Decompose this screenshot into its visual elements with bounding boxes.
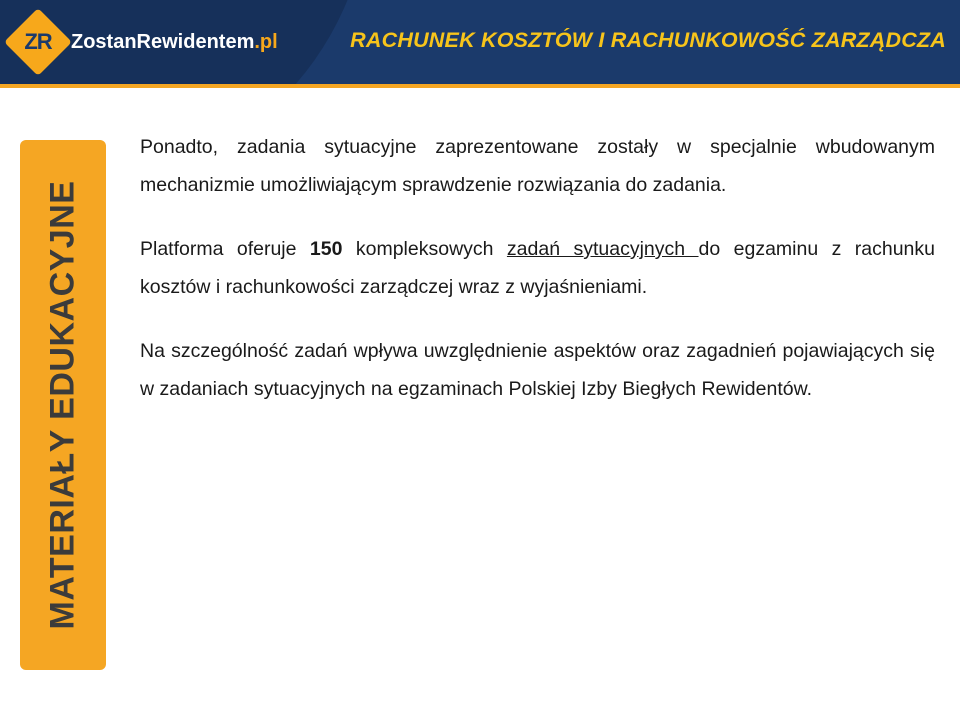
logo-wordmark-main: ZostanRewidentem xyxy=(71,30,255,53)
paragraph-2-underlined: zadań sytuacyjnych xyxy=(506,238,699,261)
paragraph-1: Ponadto, zadania sytuacyjne zaprezentowane zostały w specjalnie wbudowanym mechanizmie umożliwiającym sprawdzenie rozwiązania do zadania. xyxy=(140,136,935,197)
paragraph-2-tail: do egzaminu z rachunku kosztów i rachunkowości zarządczej wraz z wyjaśnieniami. xyxy=(140,238,935,299)
section-tab-label: MATERIAŁY EDUKACYJNE xyxy=(43,180,82,630)
logo-wordmark xyxy=(71,31,278,54)
paragraph-2-middle: kompleksowych xyxy=(342,238,507,261)
header-accent-rule xyxy=(0,84,960,88)
logo-diamond-icon xyxy=(4,8,72,76)
slide-header xyxy=(0,0,960,88)
logo-wordmark-tld: .pl xyxy=(254,30,278,53)
paragraph-2 xyxy=(140,230,935,306)
paragraph-3: Na szczególność zadań wpływa uwzględnienie aspektów oraz zagadnień pojawiających się w zadaniach sytuacyjnych na egzaminach Polskiej Izby Biegłych Rewidentów. xyxy=(140,340,935,401)
paragraph-2-lead: Platforma oferuje xyxy=(140,238,310,261)
page-title: RACHUNEK KOSZTÓW I RACHUNKOWOŚĆ ZARZĄDCZA xyxy=(350,28,946,52)
paragraph-2-count: 150 xyxy=(309,238,343,261)
section-tab xyxy=(20,140,106,670)
slide-body xyxy=(140,128,940,408)
brand-logo xyxy=(14,18,278,66)
logo-monogram: ZR xyxy=(24,29,52,54)
